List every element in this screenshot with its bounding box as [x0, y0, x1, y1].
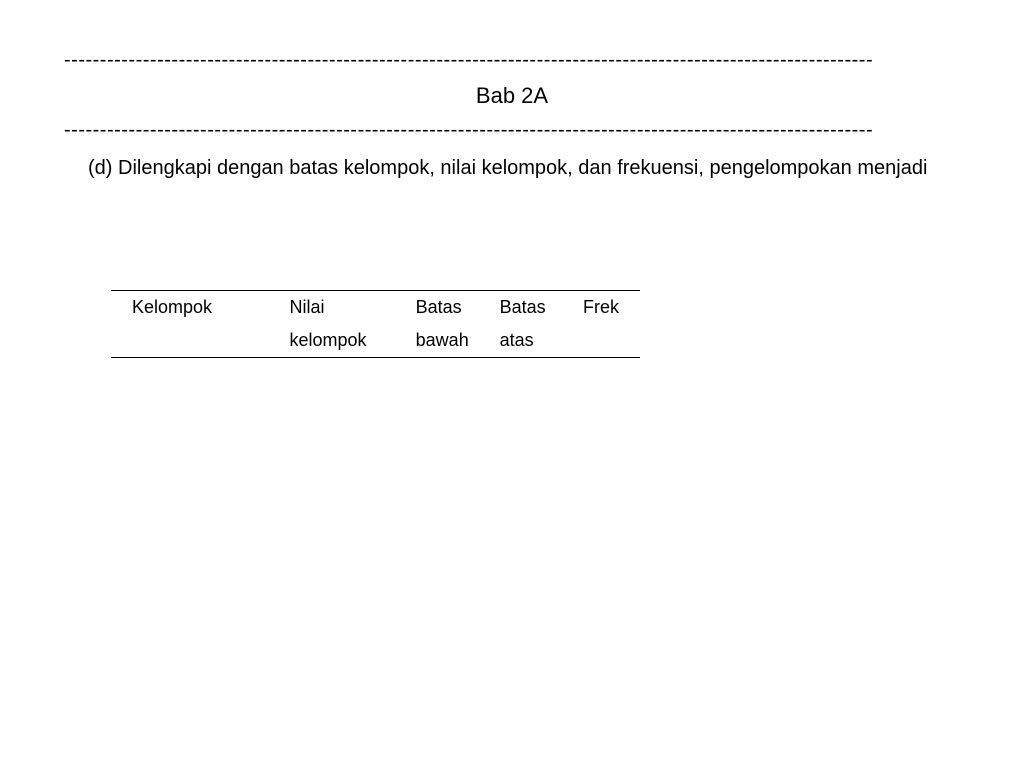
grouping-table — [111, 290, 640, 358]
column-header-line: Kelompok — [132, 297, 213, 317]
column-header-kelompok — [111, 291, 289, 358]
column-header-line: Nilai — [289, 297, 325, 317]
bottom-divider: ----------------------------------------------------------------------------------------------------------------- — [64, 119, 874, 141]
top-divider: ----------------------------------------------------------------------------------------------------------------- — [64, 49, 874, 71]
page-title: Bab 2A — [475, 83, 549, 108]
column-header-frek — [583, 291, 640, 358]
column-header-nilai-kelompok — [289, 291, 415, 358]
column-header-line: kelompok — [289, 330, 367, 350]
column-header-line: bawah — [415, 330, 469, 350]
column-header-line: Frek — [583, 297, 619, 317]
column-header-batas-atas — [500, 291, 583, 358]
column-header-line: Batas — [499, 297, 546, 317]
column-header-batas-bawah — [416, 291, 500, 358]
instruction-paragraph: (d) Dilengkapi dengan batas kelompok, nilai kelompok, dan frekuensi, pengelompokan menjadi — [88, 157, 928, 179]
column-header-line: atas — [499, 330, 534, 350]
table-header-row — [111, 291, 640, 358]
column-header-line: Batas — [415, 297, 462, 317]
